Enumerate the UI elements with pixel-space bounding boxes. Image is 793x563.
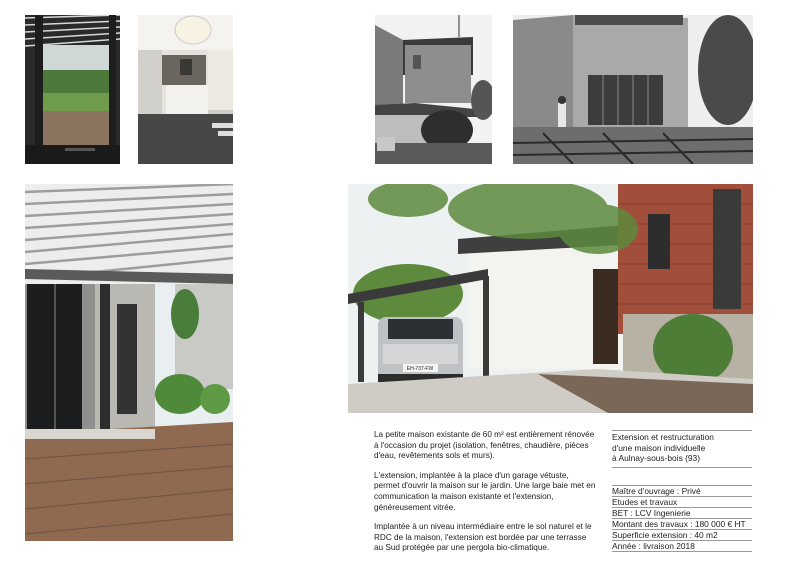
detail-owner: Maître d'ouvrage : Privé — [612, 486, 752, 497]
photo-interior — [138, 15, 233, 164]
description-paragraph: La petite maison existante de 60 m² est entièrement rénovée à l'occasion du projet (isolation, fenêtres, chaudière, pièces d'eau, revêtements sols et murs). — [374, 430, 595, 461]
description-paragraph: Implantée à un niveau intermédiaire entre le sol naturel et le RDC de la maison, l'extension est bordée par une terrasse au Sud protégée par une pergola bio-climatique. — [374, 522, 592, 553]
detail-area: Superficie extension : 40 m2 — [612, 530, 752, 541]
photo-pergola-garden — [25, 15, 120, 164]
photo-terrace-pergola — [25, 184, 233, 541]
photo-before-worksite — [513, 15, 753, 164]
car-plate: EH-737-FW — [406, 366, 434, 372]
photo-before-front — [375, 15, 492, 164]
description-paragraph: L'extension, implantée à la place d'un garage vétuste, permet d'ouvrir la maison sur le jardin. Une large baie met en communication la maison existante et l'extension, généreusement vitrée. — [374, 470, 596, 512]
photo-extension-carport — [348, 184, 753, 413]
project-info — [612, 430, 752, 552]
detail-mission: Etudes et travaux — [612, 497, 752, 508]
project-description — [374, 430, 596, 563]
detail-budget: Montant des travaux : 180 000 € HT — [612, 519, 752, 530]
project-title-line: à Aulnay-sous-bois (93) — [612, 453, 700, 463]
detail-year: Année : livraison 2018 — [612, 541, 752, 552]
detail-engineering: BET : LCV Ingenierie — [612, 508, 752, 519]
project-title-line: Extension et restructuration — [612, 432, 714, 442]
separator — [612, 468, 752, 486]
project-title — [612, 430, 752, 468]
project-title-line: d'une maison individuelle — [612, 442, 706, 453]
